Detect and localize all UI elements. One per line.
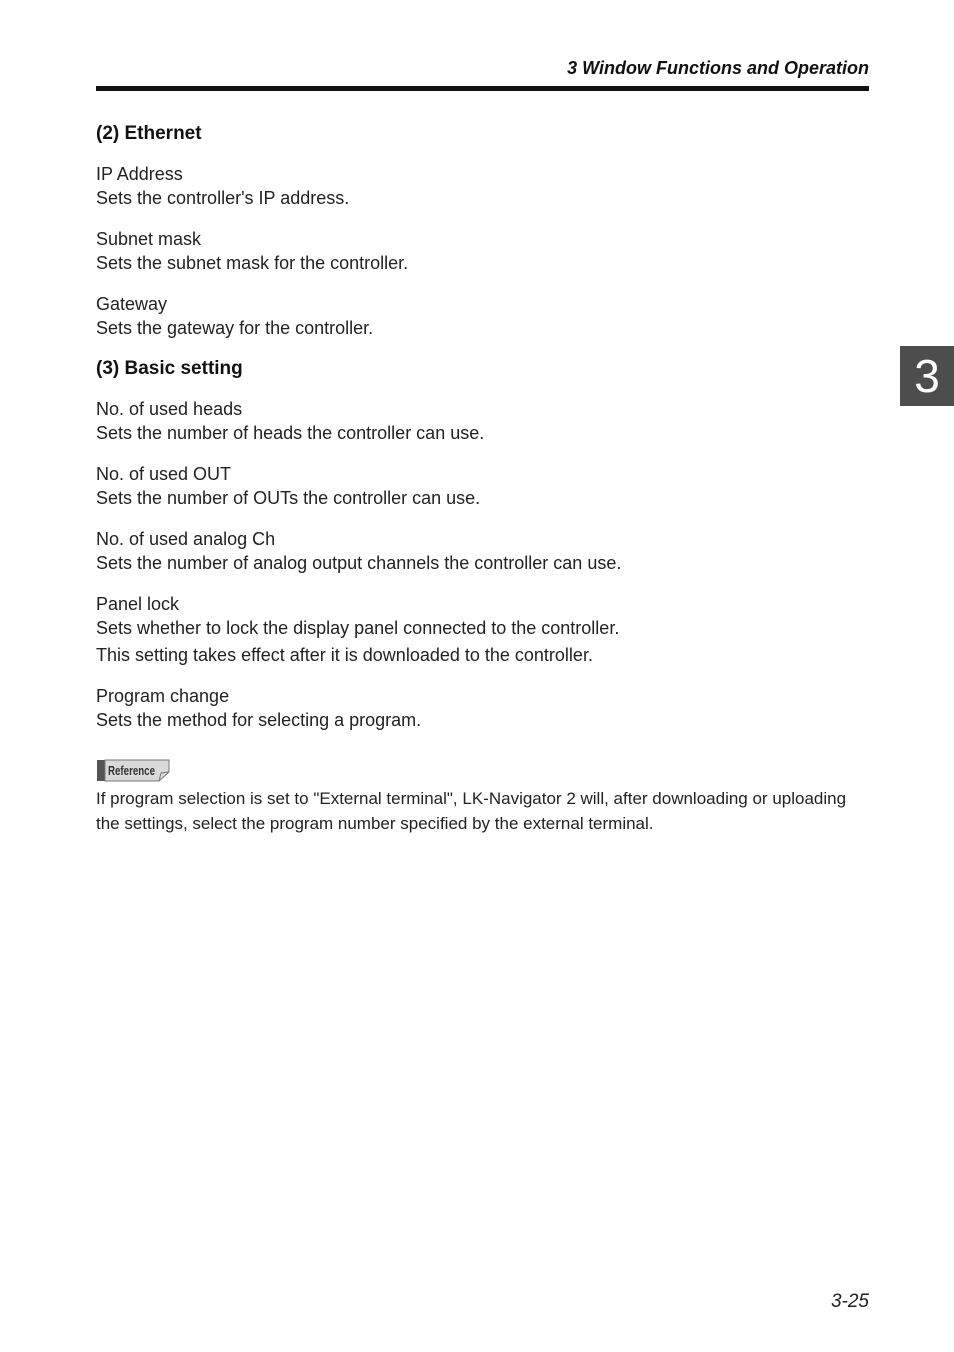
setting-item-program-change: [96, 684, 421, 732]
running-header-title: 3 Window Functions and Operation: [567, 58, 869, 78]
setting-description: Sets the method for selecting a program.: [96, 710, 422, 730]
setting-item-used-out: [96, 462, 480, 510]
setting-description: Sets the number of OUTs the controller can use.: [96, 488, 481, 508]
setting-item-panel-lock: [96, 592, 619, 667]
setting-item-used-heads: [96, 397, 484, 445]
reference-note: If program selection is set to "External terminal", LK-Navigator 2 will, after downloading or uploading the settings, select the program number specified by the external terminal.: [96, 789, 847, 833]
setting-description: Sets the controller's IP address.: [96, 188, 350, 208]
section-heading-ethernet: (2) Ethernet: [96, 123, 202, 144]
setting-item-used-analog-ch: [96, 527, 621, 575]
setting-note: This setting takes effect after it is downloaded to the controller.: [96, 645, 593, 665]
reference-badge-label: Reference: [108, 763, 155, 778]
setting-item-ip-address: [96, 162, 349, 210]
setting-description: Sets the number of analog output channels the controller can use.: [96, 553, 622, 573]
reference-badge-icon: [96, 759, 170, 783]
setting-label: No. of used OUT: [96, 464, 232, 484]
setting-label: No. of used analog Ch: [96, 529, 276, 549]
setting-label: Gateway: [96, 294, 168, 314]
setting-item-subnet-mask: [96, 227, 408, 275]
setting-label: No. of used heads: [96, 399, 243, 419]
setting-description: Sets the gateway for the controller.: [96, 318, 374, 338]
setting-label: Panel lock: [96, 594, 180, 614]
setting-item-gateway: [96, 292, 373, 340]
section-heading-basic-setting: (3) Basic setting: [96, 358, 243, 379]
setting-label: Program change: [96, 686, 230, 706]
chapter-tab: 3: [900, 346, 954, 406]
header-rule: [96, 86, 869, 91]
setting-description: Sets the subnet mask for the controller.: [96, 253, 409, 273]
page-number: 3-25: [830, 1291, 869, 1312]
setting-label: Subnet mask: [96, 229, 202, 249]
setting-description: Sets whether to lock the display panel connected to the controller.: [96, 618, 620, 638]
setting-description: Sets the number of heads the controller can use.: [96, 423, 485, 443]
setting-label: IP Address: [96, 164, 183, 184]
